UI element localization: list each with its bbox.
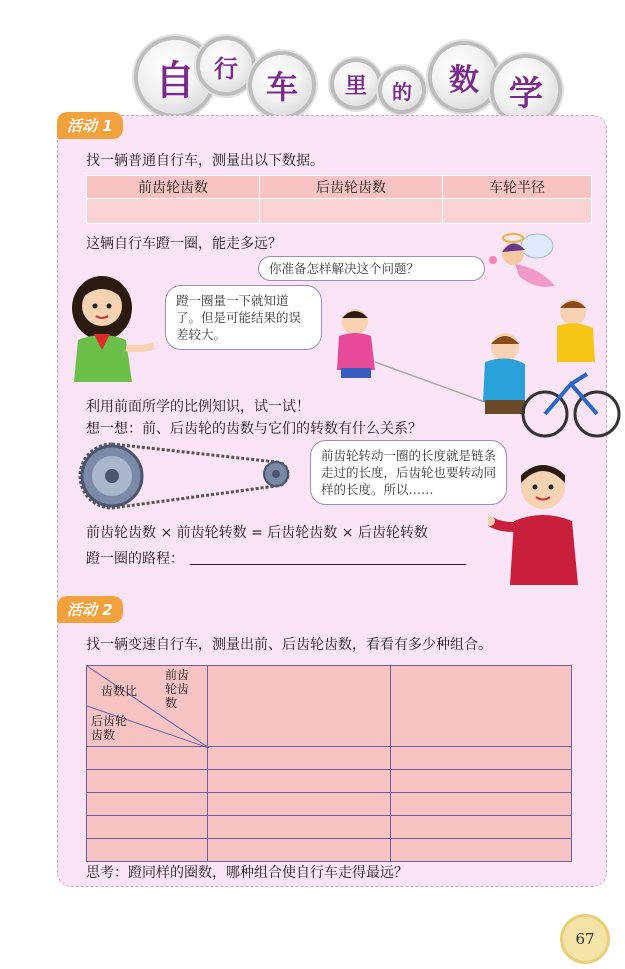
title-gear-2 (200, 40, 252, 92)
table-cell (391, 816, 572, 839)
gear-combination-table (86, 665, 572, 862)
distance-answer-line (190, 564, 466, 565)
table-cell (87, 770, 208, 793)
activity1-line2: 想一想：前、后齿轮的齿数与它们的转数有什么关系？ (86, 421, 422, 437)
title-char: 的 (392, 79, 412, 104)
table-cell (87, 747, 208, 770)
table-cell (87, 816, 208, 839)
table-cell (443, 199, 592, 224)
title-gear-1 (138, 40, 212, 114)
activity2-instruction: 找一辆变速自行车，测量出前、后齿轮齿数，看看有多少种组合。 (86, 637, 492, 653)
corner-front-label: 前齿轮齿数 (165, 668, 190, 710)
table-cell (208, 747, 391, 770)
activity1-question: 这辆自行车蹬一圈，能走多远？ (86, 236, 282, 252)
boy-illustration (488, 455, 588, 585)
page-number (560, 914, 610, 964)
table-cell (391, 747, 572, 770)
table-cell (260, 199, 443, 224)
table-header-front: 前齿轮齿数 (87, 176, 260, 199)
title-gear-5 (382, 70, 422, 110)
table-cell (87, 839, 208, 862)
table-corner-cell (87, 666, 208, 747)
table-cell (208, 793, 391, 816)
angel-illustration (485, 228, 565, 300)
activity1-tag: 活动 1 (57, 112, 123, 139)
activity1-line1: 利用前面所学的比例知识，试一试！ (86, 399, 310, 415)
title-char: 自 (155, 57, 195, 104)
table-cell (87, 793, 208, 816)
title-gear-6 (432, 45, 496, 109)
table-cell (208, 770, 391, 793)
table-cell (208, 839, 391, 862)
measurement-table (86, 175, 592, 224)
title-char: 车 (265, 68, 298, 106)
distance-label: 蹬一圈的路程： (86, 551, 184, 567)
boy-speech-bubble (310, 440, 507, 505)
table-cell (391, 666, 572, 747)
gear-formula: 前齿轮齿数 × 前齿轮转数 = 后齿轮齿数 × 后齿轮转数 (86, 525, 428, 541)
table-header-rear: 后齿轮齿数 (260, 176, 443, 199)
girl-speech-text: 蹬一圈量一下就知道了。但是可能结果的误差较大。 (176, 293, 302, 342)
table-cell (208, 666, 391, 747)
boy-speech-text: 前齿轮转动一圈的长度就是链条走过的长度，后齿轮也要转动同样的长度。所以…… (321, 448, 497, 497)
corner-ratio-label: 齿数比 (101, 684, 138, 698)
page-number-text: 67 (575, 930, 595, 948)
angel-speech-text: 你准备怎样解决这个问题？ (269, 261, 420, 276)
girl-speech-bubble (165, 285, 322, 350)
table-cell (391, 770, 572, 793)
title-gear-4 (334, 62, 378, 106)
activity2-tag: 活动 2 (57, 596, 123, 623)
table-cell (391, 793, 572, 816)
angel-speech-bubble (258, 256, 485, 281)
table-cell (87, 199, 260, 224)
title-char: 里 (344, 73, 367, 99)
table-header-radius: 车轮半径 (443, 176, 592, 199)
activity1-instruction: 找一辆普通自行车，测量出以下数据。 (86, 153, 324, 169)
activity2-think: 思考：蹬同样的圈数，哪种组合使自行车走得最远？ (86, 865, 408, 881)
title-char: 学 (509, 73, 543, 114)
corner-rear-label: 后齿轮齿数 (91, 714, 128, 742)
title-gear-7 (494, 58, 558, 122)
table-cell (391, 839, 572, 862)
chain-sprocket-diagram (76, 440, 296, 512)
title-gear-3 (252, 55, 312, 115)
girl-illustration (64, 270, 160, 382)
table-cell (208, 816, 391, 839)
title-char: 数 (449, 63, 479, 98)
title-char: 行 (214, 54, 238, 83)
